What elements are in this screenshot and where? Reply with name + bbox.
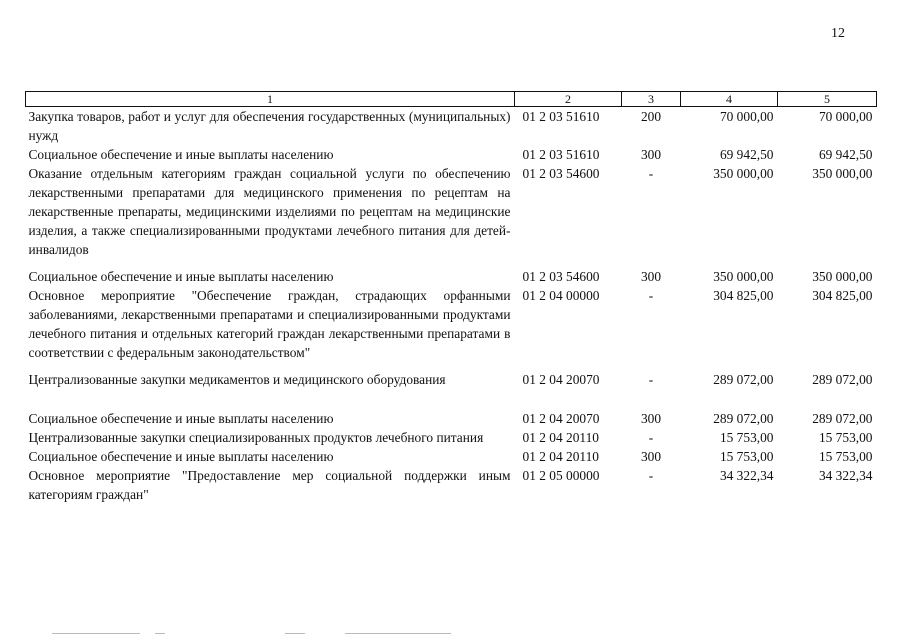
row-amount-2: 289 072,00 <box>812 372 873 387</box>
row-expense-type: - <box>648 166 654 181</box>
row-code: 01 2 04 20070 <box>522 411 600 426</box>
column-header-amount-1: 4 <box>681 92 778 107</box>
row-name: Централизованные закупки медикаментов и медицинского оборудования <box>28 372 446 387</box>
row-code: 01 2 03 51610 <box>522 109 600 124</box>
row-amount-1: 289 072,00 <box>713 411 774 426</box>
column-header-amount-2: 5 <box>778 92 877 107</box>
row-code: 01 2 05 00000 <box>522 468 600 483</box>
row-name: Закупка товаров, работ и услуг для обеспечения государственных (муниципальных) нужд <box>28 109 511 143</box>
row-amount-2: 15 753,00 <box>818 449 873 464</box>
table-row <box>26 107 877 146</box>
column-header-code: 2 <box>515 92 622 107</box>
row-expense-type: 300 <box>640 147 662 162</box>
table-header <box>26 92 877 107</box>
row-amount-1: 350 000,00 <box>713 166 774 181</box>
table-body <box>26 107 877 505</box>
row-amount-2: 69 942,50 <box>818 147 873 162</box>
row-expense-type: - <box>648 288 654 303</box>
row-amount-1: 69 942,50 <box>719 147 774 162</box>
row-amount-1: 350 000,00 <box>713 269 774 284</box>
row-amount-2: 350 000,00 <box>812 166 873 181</box>
row-expense-type: - <box>648 372 654 387</box>
row-name: Социальное обеспечение и иные выплаты населению <box>28 411 334 426</box>
page-number: 12 <box>831 26 845 41</box>
row-amount-2: 289 072,00 <box>812 411 873 426</box>
row-code: 01 2 03 54600 <box>522 269 600 284</box>
scan-artifact-line <box>285 633 305 634</box>
column-header-name: 1 <box>26 92 515 107</box>
row-name: Социальное обеспечение и иные выплаты населению <box>28 449 334 464</box>
table-row <box>26 370 877 409</box>
scan-artifact-line <box>155 633 165 634</box>
row-expense-type: 300 <box>640 269 662 284</box>
table-row <box>26 145 877 164</box>
table-row <box>26 428 877 447</box>
row-amount-1: 70 000,00 <box>719 109 774 124</box>
row-code: 01 2 03 51610 <box>522 147 600 162</box>
row-name: Социальное обеспечение и иные выплаты населению <box>28 269 334 284</box>
row-code: 01 2 04 20110 <box>522 430 599 445</box>
row-amount-2: 304 825,00 <box>812 288 873 303</box>
row-name: Оказание отдельным категориям граждан социальной услуги по обеспечению лекарственными препаратами для медицинского применения по рецептам на лекарственные препараты, медицинскими изделиями по рецептам на медицинские изделия, а также специализированными продуктами лечебного питания для детей-инвалидов <box>28 166 511 257</box>
row-name: Основное мероприятие "Предоставление мер социальной поддержки иным категориям граждан" <box>28 468 511 502</box>
row-amount-1: 15 753,00 <box>719 430 774 445</box>
row-amount-2: 34 322,34 <box>818 468 873 483</box>
table-row <box>26 447 877 466</box>
column-header-expense-type: 3 <box>622 92 681 107</box>
row-name: Основное мероприятие "Обеспечение граждан, страдающих орфанными заболеваниями, лекарственными препаратами и специализированными продуктами лечебного питания и отдельных категорий граждан лекарственными препаратами в соответствии с федеральным законодательством" <box>28 288 511 360</box>
header-row <box>26 92 877 107</box>
row-amount-2: 70 000,00 <box>818 109 873 124</box>
row-expense-type: - <box>648 468 654 483</box>
budget-table <box>25 91 877 504</box>
row-amount-1: 15 753,00 <box>719 449 774 464</box>
row-code: 01 2 03 54600 <box>522 166 600 181</box>
row-amount-1: 34 322,34 <box>719 468 774 483</box>
row-expense-type: 300 <box>640 411 662 426</box>
row-amount-1: 304 825,00 <box>713 288 774 303</box>
table-row <box>26 466 877 504</box>
row-expense-type: - <box>648 430 654 445</box>
row-expense-type: 300 <box>640 449 662 464</box>
row-code: 01 2 04 20070 <box>522 372 600 387</box>
row-code: 01 2 04 20110 <box>522 449 599 464</box>
row-expense-type: 200 <box>640 109 662 124</box>
scan-artifact-line <box>52 633 140 634</box>
row-amount-2: 350 000,00 <box>812 269 873 284</box>
row-name: Централизованные закупки специализированных продуктов лечебного питания <box>28 430 484 445</box>
row-amount-1: 289 072,00 <box>713 372 774 387</box>
table-row <box>26 409 877 428</box>
table-row <box>26 286 877 370</box>
row-code: 01 2 04 00000 <box>522 288 600 303</box>
row-amount-2: 15 753,00 <box>818 430 873 445</box>
scan-artifact-line <box>345 633 451 634</box>
table-row <box>26 267 877 286</box>
table-row <box>26 164 877 267</box>
row-name: Социальное обеспечение и иные выплаты населению <box>28 147 334 162</box>
